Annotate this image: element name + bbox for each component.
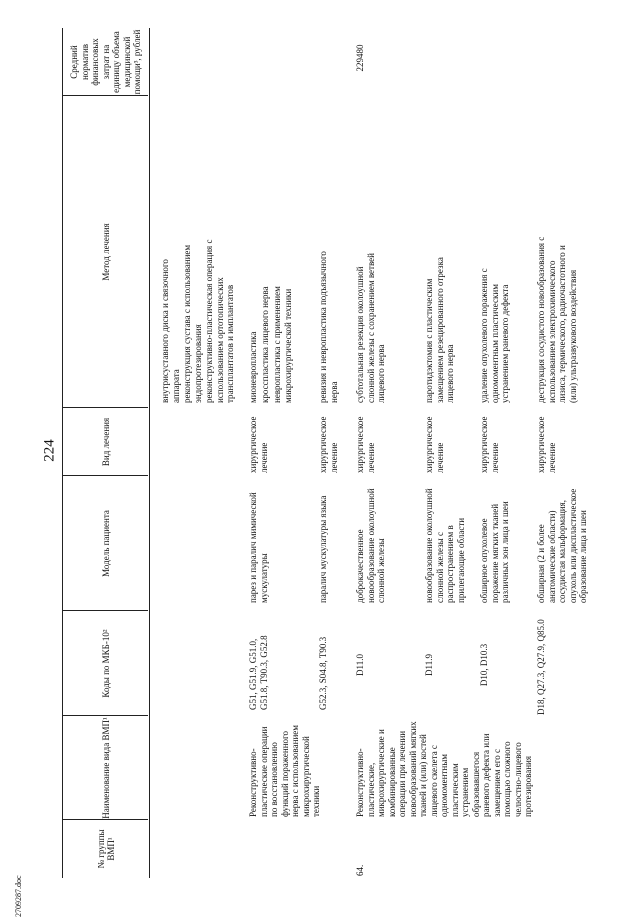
col-divider — [62, 715, 148, 716]
header-treatment: Вид лечения — [100, 417, 111, 467]
col-divider — [62, 819, 148, 820]
row4-treatment: хирургическое лечение — [424, 416, 445, 473]
row4-method-1: паротидэктомия с пластическим замещением резецированного отрезка лицевого нерва — [424, 257, 455, 403]
row2-method-1: ревизия и невропластика подъязычного нерва — [318, 251, 339, 403]
row3-method-1: субтотальная резекция околоушной слюнной железы с сохранением ветвей лицевого нерва — [355, 253, 386, 403]
row3-codes: D11.0 — [355, 654, 365, 676]
header-name: Наименование вида ВМП¹ — [100, 717, 111, 819]
row1-method-3: невропластика с применением микрохирургической техники — [272, 286, 293, 403]
row3-model: доброкачественное новообразование околоушной слюнной железы — [355, 488, 386, 603]
intro-method-1: внутрисуставного диска и связочного аппарата — [160, 259, 181, 403]
row1-method-2: кросспластика лицевого нерва — [260, 286, 270, 403]
row2-codes: G52.3, S04.8, T90.3 — [318, 636, 328, 710]
row2-model: паралич мускулатуры языка — [318, 495, 328, 603]
col-divider — [62, 407, 148, 408]
row6-codes: D18, Q27.3, Q27.9, Q85.0 — [536, 619, 546, 715]
header-model: Модель пациента — [100, 510, 111, 577]
header-method: Метод лечения — [100, 223, 111, 281]
col-divider — [62, 95, 148, 96]
row1-model: парез и паралич мимической мускулатуры — [248, 492, 269, 603]
row5-treatment: хирургическое лечение — [479, 416, 500, 473]
row1-name: Реконструктивно-пластические операции по восстановлению функций пораженного нерва с использованием микрохирургической техники — [248, 725, 321, 817]
col-divider — [62, 475, 148, 476]
rotated-table — [62, 28, 632, 878]
header-codes: Коды по МКБ-10² — [100, 629, 111, 698]
row1-codes: G51, G51.9, G51.0, G51.8, T90.3, G52.8 — [248, 635, 269, 710]
document-footer: 2709287.doc — [14, 875, 23, 917]
page-number: 224 — [41, 439, 58, 462]
row4-codes: D11.9 — [424, 654, 434, 676]
header-group: № группы ВМП¹ — [95, 829, 116, 869]
header-cost: Средний норматив финансовых затрат на единицу объема медицинской помощи³, рублей — [69, 29, 143, 95]
row1-method-1: мионевропластика — [248, 331, 258, 403]
row4-model: новообразование околоушной слюнной железы с распространением в прилегающие области — [424, 488, 466, 603]
intro-method-3: реконструктивно-пластическая операция с использованием ортотопических трансплантатов и имплантатов — [204, 239, 235, 403]
table-header — [62, 28, 150, 878]
row3-cost: 229480 — [355, 44, 365, 72]
row6-treatment: хирургическое лечение — [536, 416, 557, 473]
row2-treatment: хирургическое лечение — [318, 416, 339, 473]
row3-group: 64. — [355, 864, 365, 876]
row5-model: обширное опухолевое поражение мягких тканей различных зон лица и шеи — [479, 501, 510, 603]
intro-method-2: реконструкция сустава с использованием эндопротезирования — [182, 244, 203, 403]
row6-method-1: деструкция сосудистого новообразования с использованием электрохимического лизиса, термического, радиочастотного и (или) ультразвукового воздействия — [536, 236, 578, 403]
col-divider — [62, 610, 148, 611]
row3-name: Реконструктивно-пластические, микрохирургические и комбинированные операции при лечении новообразований мягких тканей и (или) костей лицевого скелета с одномоментным пластическим устранением образовавшегося раневого дефекта или замещением его с помощью сложного челюстно-лицевого протезирования — [355, 721, 533, 817]
row3-treatment: хирургическое лечение — [355, 416, 376, 473]
row5-method-1: удаление опухолевого поражения с одномоментным пластическим устранением раневого дефекта — [479, 268, 510, 403]
row1-treatment: хирургическое лечение — [248, 416, 269, 473]
row6-model: обширная (2 и более анатомические области) сосудистая мальформация, опухоль или диспластическое образование лица и шеи — [536, 488, 588, 603]
row5-codes: D10, D10.3 — [479, 643, 489, 687]
